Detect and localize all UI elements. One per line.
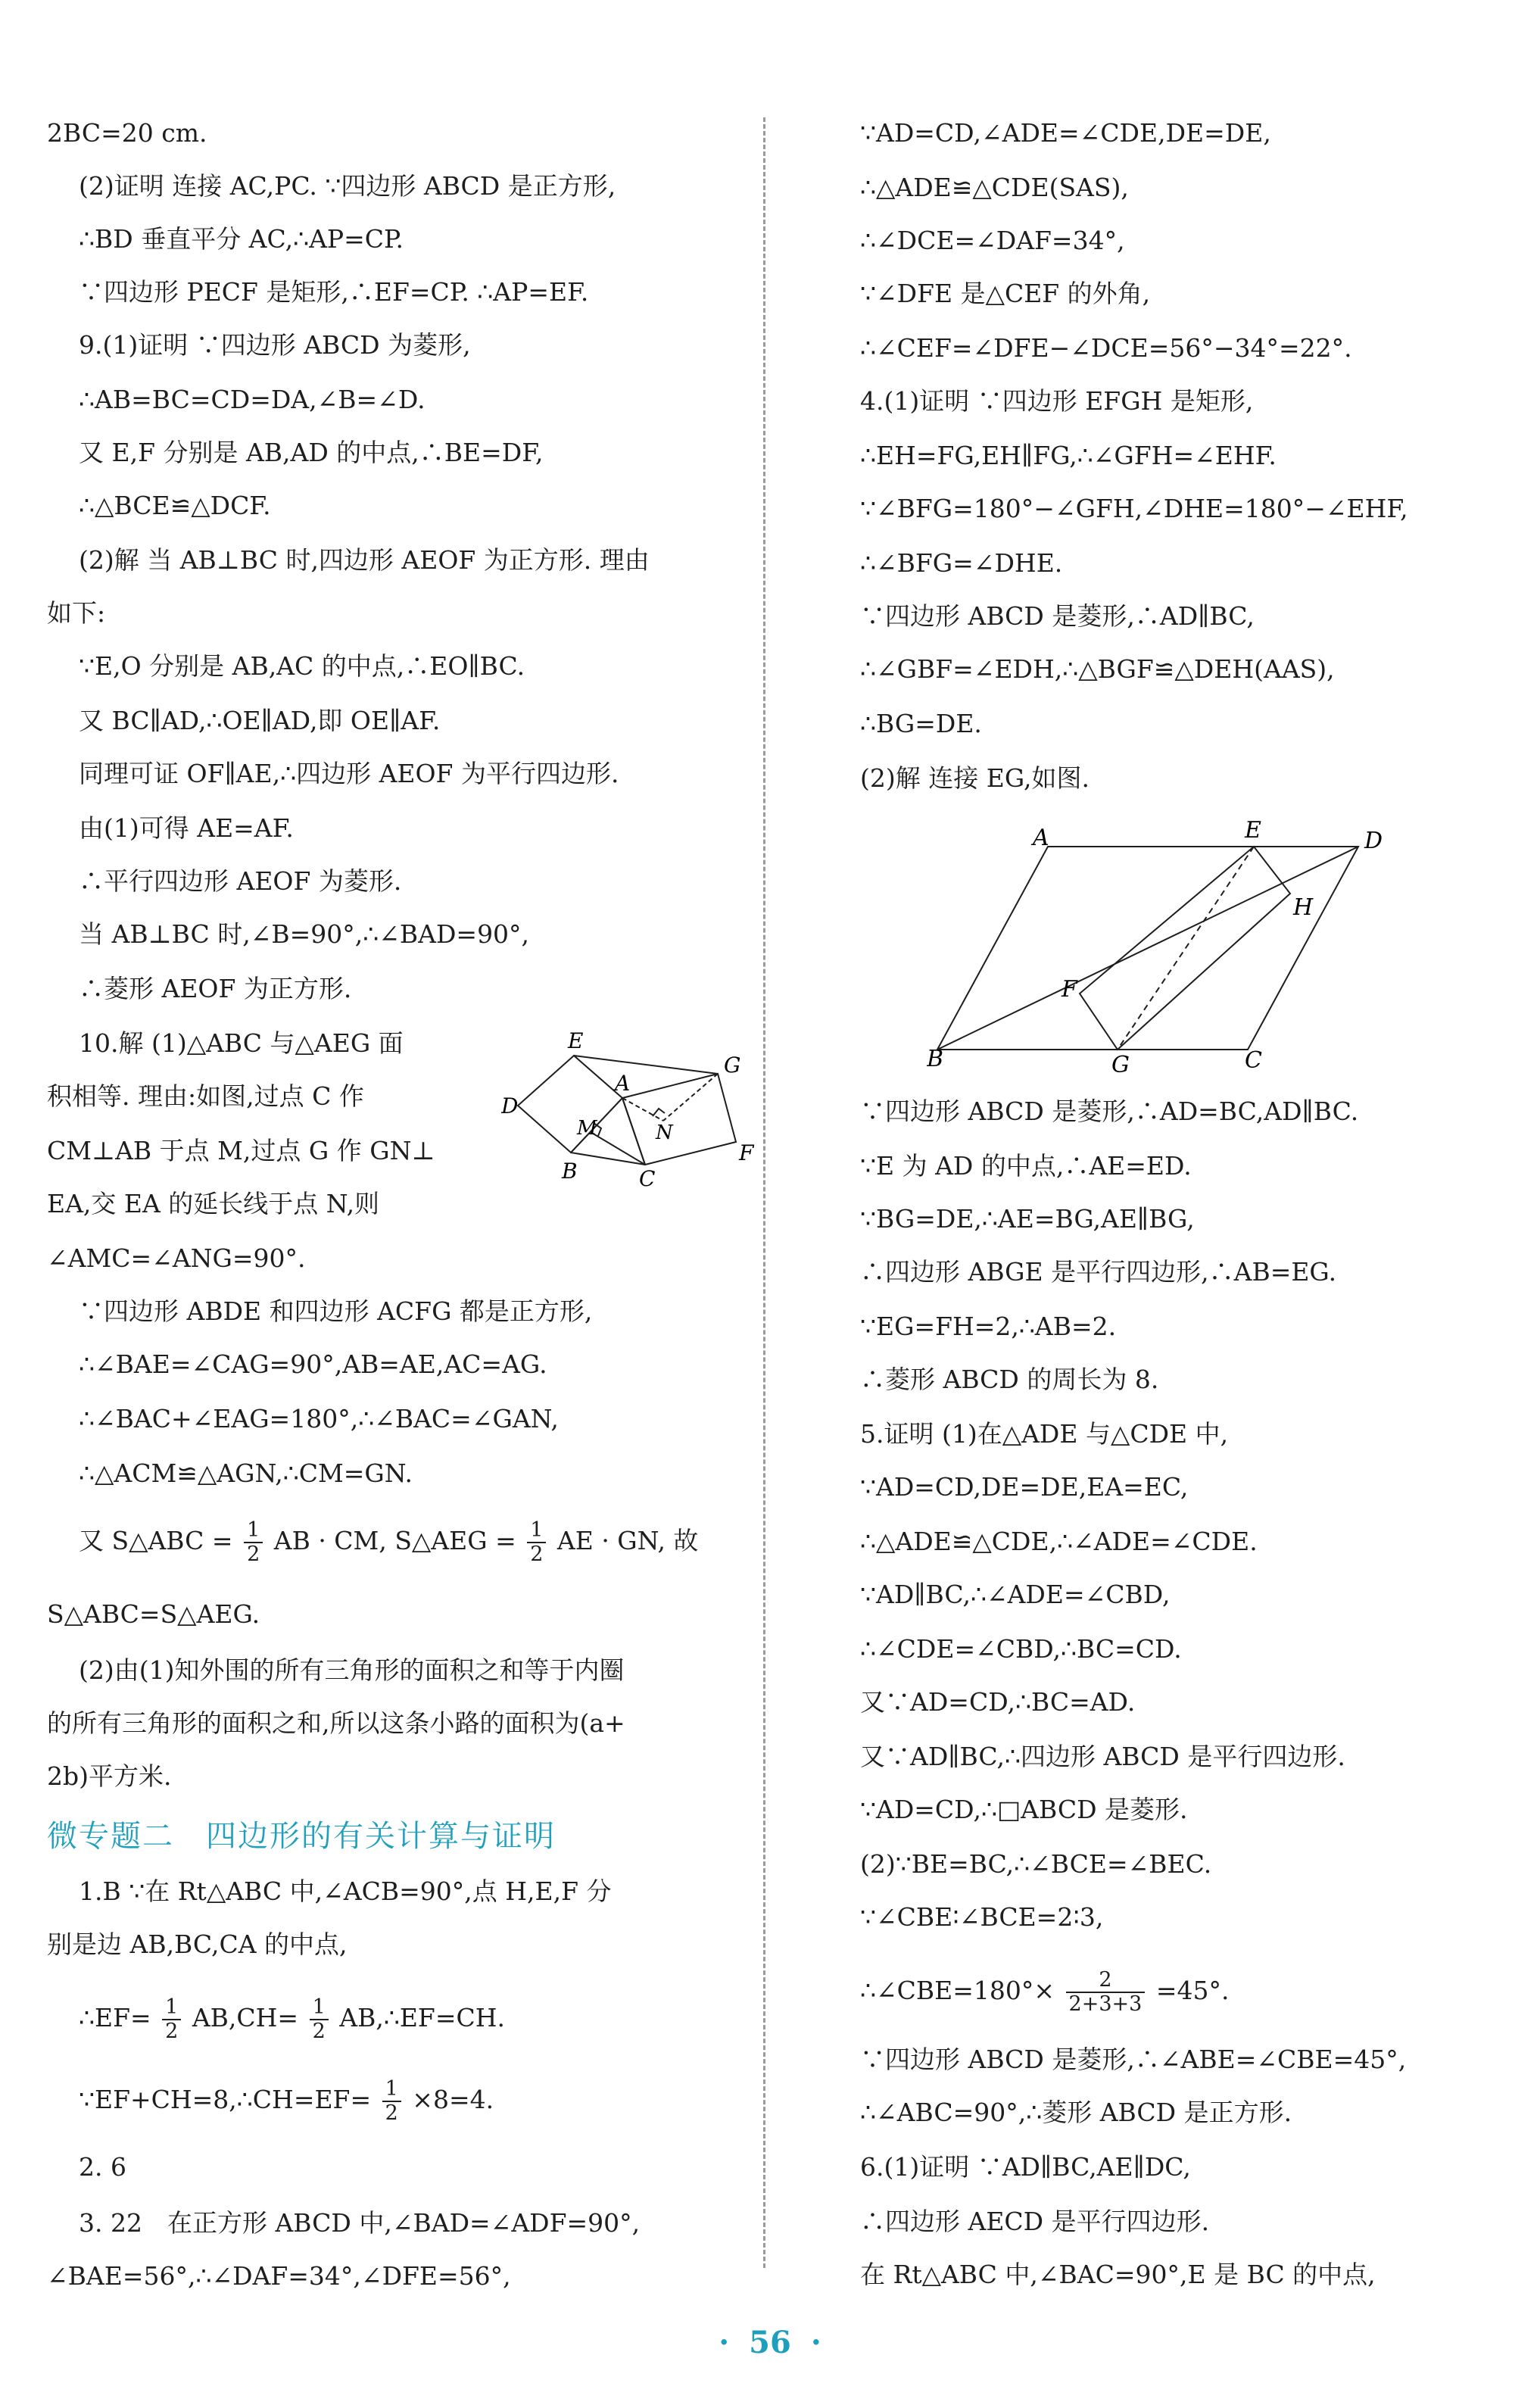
section-title: 微专题二 四边形的有关计算与证明 [47,1819,556,1854]
text-line: ∴BD 垂直平分 AC,∴AP=CP. [79,224,404,254]
text-line: ∵∠CBE∶∠BCE=2∶3, [860,1902,1104,1932]
text-line: 又∵AD∥BC,∴四边形 ABCD 是平行四边形. [860,1742,1345,1771]
text-line: (2)证明 连接 AC,PC. ∵四边形 ABCD 是正方形, [79,171,616,201]
text-line: ∴∠ABC=90°,∴菱形 ABCD 是正方形. [860,2098,1292,2127]
formula-text: ∴EF= [79,2003,151,2032]
text-line: ∵EG=FH=2,∴AB=2. [860,1312,1117,1341]
text-line: ∴菱形 ABCD 的周长为 8. [860,1365,1159,1394]
text-line: CM⊥AB 于点 M,过点 G 作 GN⊥ [47,1136,435,1165]
text-line: ∴∠CEF=∠DFE−∠DCE=56°−34°=22°. [860,333,1352,363]
text-line: 又 BC∥AD,∴OE∥AD,即 OE∥AF. [79,706,441,735]
figure-label: C [1245,1047,1262,1074]
text-line: 2b)平方米. [47,1761,172,1791]
page-number [0,2325,1540,2360]
text-line: ∵AD=CD,∠ADE=∠CDE,DE=DE, [860,118,1271,148]
fraction: $\frac{1}{2}$ [244,1519,263,1566]
figure-label: B [562,1159,578,1184]
fraction: $\frac{2}{2+3+3}$ [1066,1969,1146,2016]
text-line: ∴∠BAC+∠EAG=180°,∴∠BAC=∠GAN, [79,1404,559,1433]
text-line: ∴△ACM≌△AGN,∴CM=GN. [79,1458,413,1488]
figure-rhombus [927,818,1396,1075]
text-line: ∵AD=CD,DE=DE,EA=EC, [860,1472,1189,1502]
figure-label: E [568,1028,584,1053]
formula-text: ×8=4. [412,2085,494,2114]
text-line: ∴BG=DE. [860,709,982,738]
text-line: 6.(1)证明 ∵AD∥BC,AE∥DC, [860,2152,1191,2182]
text-line: (2)解 连接 EG,如图. [860,763,1090,793]
page-dot: · [810,2325,821,2360]
text-line: 的所有三角形的面积之和,所以这条小路的面积为(a+ [47,1708,625,1738]
formula-text: AB,∴EF=CH. [339,2003,505,2032]
formula-text: AE · GN, 故 [556,1526,699,1555]
text-line: 又 E,F 分别是 AB,AD 的中点,∴BE=DF, [79,438,544,467]
text-line: ∵AD=CD,∴□ABCD 是菱形. [860,1795,1188,1824]
text-line: ∵E,O 分别是 AB,AC 的中点,∴EO∥BC. [79,651,525,681]
text-line: S△ABC=S△AEG. [47,1599,260,1629]
text-line: 1.B ∵在 Rt△ABC 中,∠ACB=90°,点 H,E,F 分 [79,1876,612,1906]
figure-label: G [724,1053,741,1078]
figure-label: H [1293,894,1314,921]
text-line: 在 Rt△ABC 中,∠BAC=90°,E 是 BC 的中点, [860,2260,1376,2289]
figure-label: M [577,1117,597,1140]
text-line: ∵E 为 AD 的中点,∴AE=ED. [860,1151,1192,1181]
text-line: 3. 22 在正方形 ABCD 中,∠BAD=∠ADF=90°, [79,2208,641,2238]
figure-label: F [739,1140,754,1165]
figure-label: N [656,1121,673,1144]
text-line: ∴菱形 AEOF 为正方形. [79,974,352,1003]
figure-label: F [1061,976,1077,1003]
text-line: 2BC=20 cm. [47,118,207,148]
figure-label: A [1033,825,1049,851]
figure-label: B [927,1046,944,1072]
text-line: 如下: [47,598,106,628]
text-line: ∵BG=DE,∴AE=BG,AE∥BG, [860,1204,1195,1234]
text-line: ∴△ADE≌△CDE,∴∠ADE=∠CDE. [860,1527,1258,1556]
column-divider [763,117,765,2268]
text-line: ∵∠DFE 是△CEF 的外角, [860,279,1151,308]
formula-text: =45°. [1155,1976,1230,2005]
text-line: 当 AB⊥BC 时,∠B=90°,∴∠BAD=90°, [79,919,530,949]
fraction: $\frac{1}{2}$ [310,1996,329,2043]
text-line: (2)∵BE=BC,∴∠BCE=∠BEC. [860,1849,1212,1879]
figure-label: E [1245,818,1261,844]
text-line: ∴平行四边形 AEOF 为菱形. [79,866,402,896]
text-line: 10.解 (1)△ABC 与△AEG 面 [79,1028,404,1058]
figure-label: D [1364,828,1383,854]
text-line: 2. 6 [79,2152,126,2182]
figure-label: A [615,1071,631,1096]
text-line: ∵四边形 ABDE 和四边形 ACFG 都是正方形, [79,1296,593,1326]
text-line: ∴AB=BC=CD=DA,∠B=∠D. [79,385,426,414]
text-line: (2)由(1)知外围的所有三角形的面积之和等于内圈 [79,1655,625,1685]
figure-label: D [501,1093,519,1118]
text-line: EA,交 EA 的延长线于点 N,则 [47,1189,380,1218]
page-dot: · [719,2325,730,2360]
text-line: ∴四边形 ABGE 是平行四边形,∴AB=EG. [860,1257,1337,1287]
page-number-text: 56 [749,2325,791,2360]
text-line: ∵∠BFG=180°−∠GFH,∠DHE=180°−∠EHF, [860,494,1408,523]
text-line: ∴△ADE≌△CDE(SAS), [860,173,1129,202]
text-line: ∴∠DCE=∠DAF=34°, [860,226,1125,255]
text-line: ∴∠GBF=∠EDH,∴△BGF≌△DEH(AAS), [860,654,1335,684]
text-line: ∵四边形 PECF 是矩形,∴EF=CP. ∴AP=EF. [79,277,589,307]
formula-line [79,1984,742,2052]
text-line: ∵四边形 ABCD 是菱形,∴∠ABE=∠CBE=45°, [860,2045,1407,2074]
fraction: $\frac{1}{2}$ [162,1996,181,2043]
text-line: ∴∠BFG=∠DHE. [860,548,1063,578]
text-line: 同理可证 OF∥AE,∴四边形 AEOF 为平行四边形. [79,759,619,788]
figure-squares-triangles [501,1022,759,1196]
text-line: 别是边 AB,BC,CA 的中点, [47,1929,348,1959]
formula-text: 又 S△ABC = [79,1526,233,1555]
area-formula-line [79,1507,742,1575]
figure-label: G [1111,1052,1130,1075]
text-line: 又∵AD=CD,∴BC=AD. [860,1687,1136,1717]
text-line: 积相等. 理由:如图,过点 C 作 [47,1081,364,1111]
figure-label: C [639,1166,656,1191]
text-line: ∴四边形 AECD 是平行四边形. [860,2207,1210,2236]
formula-line [860,1957,1502,2025]
text-line: ∴∠BAE=∠CAG=90°,AB=AE,AC=AG. [79,1349,547,1379]
formula-text: ∴∠CBE=180°× [860,1976,1055,2005]
formula-line [79,2066,742,2134]
fraction: $\frac{1}{2}$ [527,1519,546,1566]
formula-text: AB,CH= [192,2003,299,2032]
text-line: 4.(1)证明 ∵四边形 EFGH 是矩形, [860,386,1254,416]
formula-text: ∵EF+CH=8,∴CH=EF= [79,2085,372,2114]
text-line: ∵AD∥BC,∴∠ADE=∠CBD, [860,1580,1171,1609]
text-line: ∠BAE=56°,∴∠DAF=34°,∠DFE=56°, [47,2261,511,2291]
text-line: ∵四边形 ABCD 是菱形,∴AD∥BC, [860,601,1255,631]
text-line: 9.(1)证明 ∵四边形 ABCD 为菱形, [79,330,471,360]
text-line: 由(1)可得 AE=AF. [79,813,294,843]
text-line: (2)解 当 AB⊥BC 时,四边形 AEOF 为正方形. 理由 [79,545,650,575]
text-line: ∴∠CDE=∠CBD,∴BC=CD. [860,1634,1182,1664]
text-line: ∴△BCE≌△DCF. [79,491,271,520]
fraction: $\frac{1}{2}$ [382,2078,401,2125]
text-line: ∵四边形 ABCD 是菱形,∴AD=BC,AD∥BC. [860,1096,1359,1126]
formula-text: AB · CM, S△AEG = [273,1526,516,1555]
text-line: ∠AMC=∠ANG=90°. [47,1243,306,1273]
text-line: 5.证明 (1)在△ADE 与△CDE 中, [860,1419,1229,1449]
text-line: ∴EH=FG,EH∥FG,∴∠GFH=∠EHF. [860,441,1277,470]
